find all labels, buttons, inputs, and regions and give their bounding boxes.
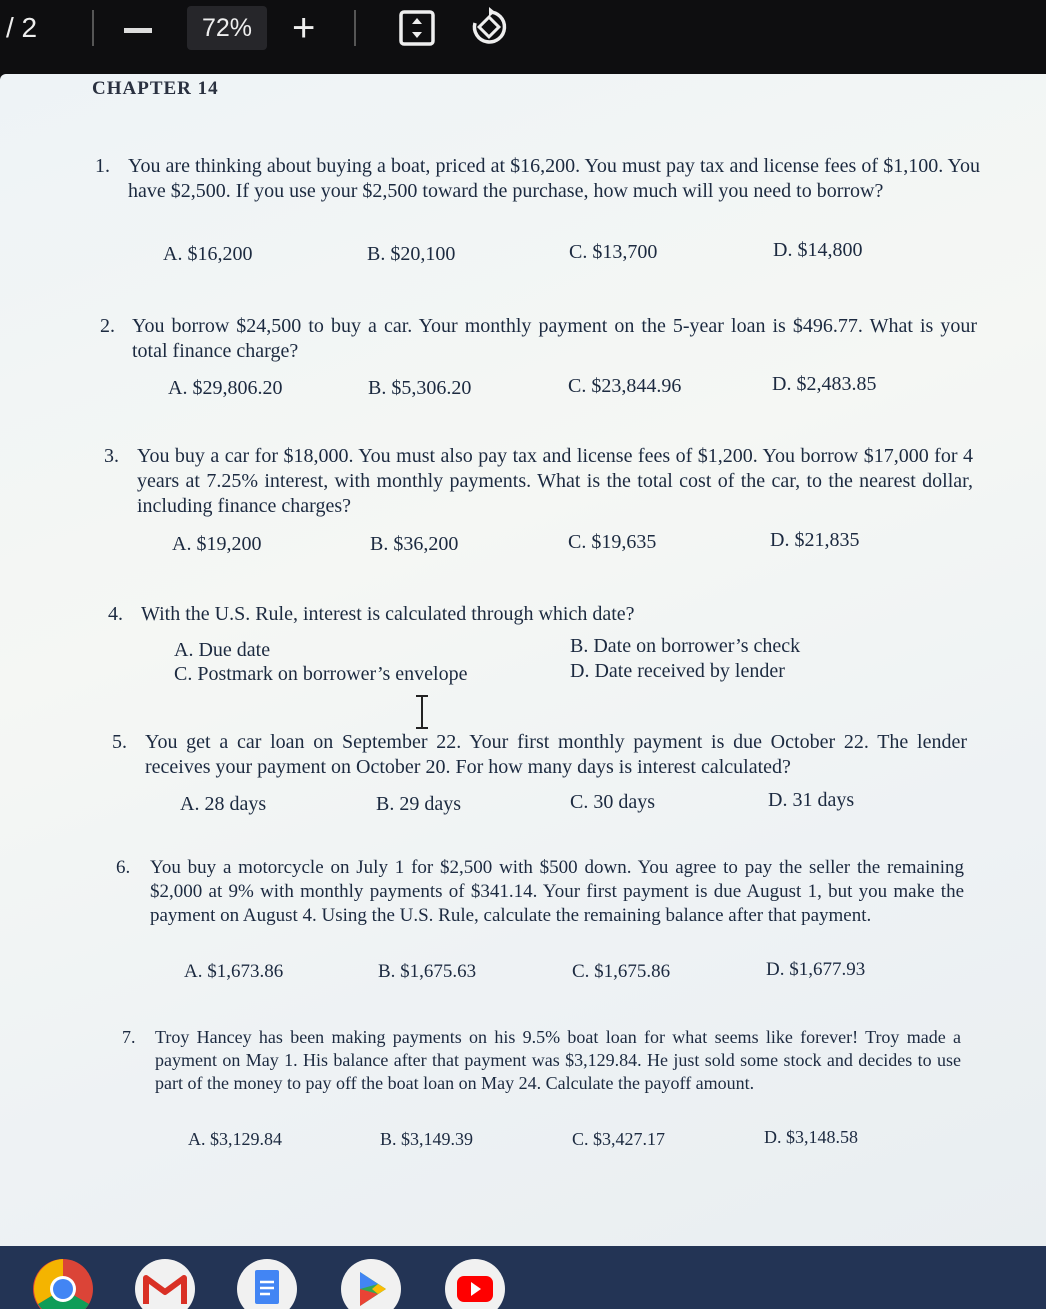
option-b: B. $36,200 — [370, 533, 459, 555]
rotate-icon[interactable] — [468, 6, 510, 48]
option-d: D. $3,148.58 — [764, 1127, 858, 1147]
question-text: You get a car loan on September 22. Your first monthly payment is due October 22. The lender receives your payment on October 20. For how many days is interest calculated? — [145, 731, 967, 778]
option-a: A. $29,806.20 — [168, 377, 283, 399]
option-c: C. $3,427.17 — [572, 1129, 666, 1149]
gmail-icon[interactable] — [134, 1258, 196, 1309]
zoom-out-button[interactable] — [124, 28, 152, 33]
text-cursor-icon — [412, 694, 432, 730]
chapter-heading: CHAPTER 14 — [92, 78, 219, 99]
option-c: C. $23,844.96 — [568, 375, 682, 397]
pdf-toolbar — [0, 0, 1046, 84]
option-b: B. $20,100 — [367, 243, 456, 265]
option-b: B. $5,306.20 — [368, 377, 472, 399]
option-a: A. $1,673.86 — [184, 961, 284, 982]
question-text: With the U.S. Rule, interest is calculated through which date? — [141, 603, 635, 625]
option-a: A. $3,129.84 — [188, 1129, 282, 1149]
youtube-icon[interactable] — [444, 1258, 506, 1309]
question-text: You buy a car for $18,000. You must also pay tax and license fees of $1,200. You borrow $17,000 for 4 years at 7.25% interest, with monthly payments. What is the total cost of the car, to the nearest dollar, including finance charges? — [137, 445, 973, 517]
option-a: A. 28 days — [180, 793, 267, 815]
option-c: C. 30 days — [570, 791, 655, 813]
question-text: You buy a motorcycle on July 1 for $2,500 with $500 down. You agree to pay the seller the remaining $2,000 at 9% with monthly payments of $341.14. Your first payment is due August 1, but you make the payment on August 4. Using the U.S. Rule, calculate the remaining balance after that payment. — [150, 857, 964, 926]
question-number: 5. — [112, 731, 127, 753]
option-a: A. $19,200 — [172, 533, 262, 555]
zoom-in-button[interactable]: + — [292, 6, 316, 50]
pdf-page — [0, 74, 1046, 1246]
question-text: You are thinking about buying a boat, priced at $16,200. You must pay tax and license fees of $1,100. You have $2,500. If you use your $2,500 toward the purchase, how much will you need to borrow? — [128, 155, 980, 202]
toolbar-divider — [354, 10, 356, 46]
option-d: D. $1,677.93 — [766, 959, 866, 980]
play-store-icon[interactable] — [340, 1258, 402, 1309]
option-c: C. $19,635 — [568, 531, 657, 553]
fit-page-icon[interactable] — [398, 9, 436, 47]
option-d: D. $21,835 — [770, 529, 860, 551]
option-c: C. $13,700 — [569, 241, 658, 263]
chrome-icon[interactable] — [32, 1258, 94, 1309]
option-b: B. 29 days — [376, 793, 461, 815]
option-c: C. Postmark on borrower’s envelope — [174, 663, 468, 685]
option-d: D. Date received by lender — [570, 660, 785, 682]
toolbar-divider — [92, 10, 94, 46]
question-number: 2. — [100, 315, 115, 337]
question-number: 7. — [122, 1027, 136, 1047]
option-b: B. Date on borrower’s check — [570, 635, 801, 657]
question-number: 6. — [116, 857, 131, 878]
option-c: C. $1,675.86 — [572, 961, 671, 982]
option-d: D. $2,483.85 — [772, 373, 877, 395]
question-text: You borrow $24,500 to buy a car. Your monthly payment on the 5-year loan is $496.77. What is your total finance charge? — [132, 315, 977, 362]
option-a: A. Due date — [174, 639, 271, 661]
option-a: A. $16,200 — [163, 243, 253, 265]
question-number: 1. — [95, 155, 110, 177]
zoom-level-display[interactable]: 72% — [187, 6, 267, 50]
question-number: 3. — [104, 445, 119, 467]
option-d: D. 31 days — [768, 789, 855, 811]
question-number: 4. — [108, 603, 123, 625]
question-text: Troy Hancey has been making payments on his 9.5% boat loan for what seems like forever! Troy made a payment on May 1. His balance after that payment was $3,129.84. He just sold some stock and decides to use part of the money to pay off the boat loan on May 24. Calculate the payoff amount. — [155, 1027, 961, 1093]
taskbar — [0, 1246, 1046, 1309]
page-indicator: / 2 — [6, 12, 38, 43]
option-b: B. $1,675.63 — [378, 961, 477, 982]
option-d: D. $14,800 — [773, 239, 863, 261]
option-b: B. $3,149.39 — [380, 1129, 474, 1149]
docs-icon[interactable] — [236, 1258, 298, 1309]
